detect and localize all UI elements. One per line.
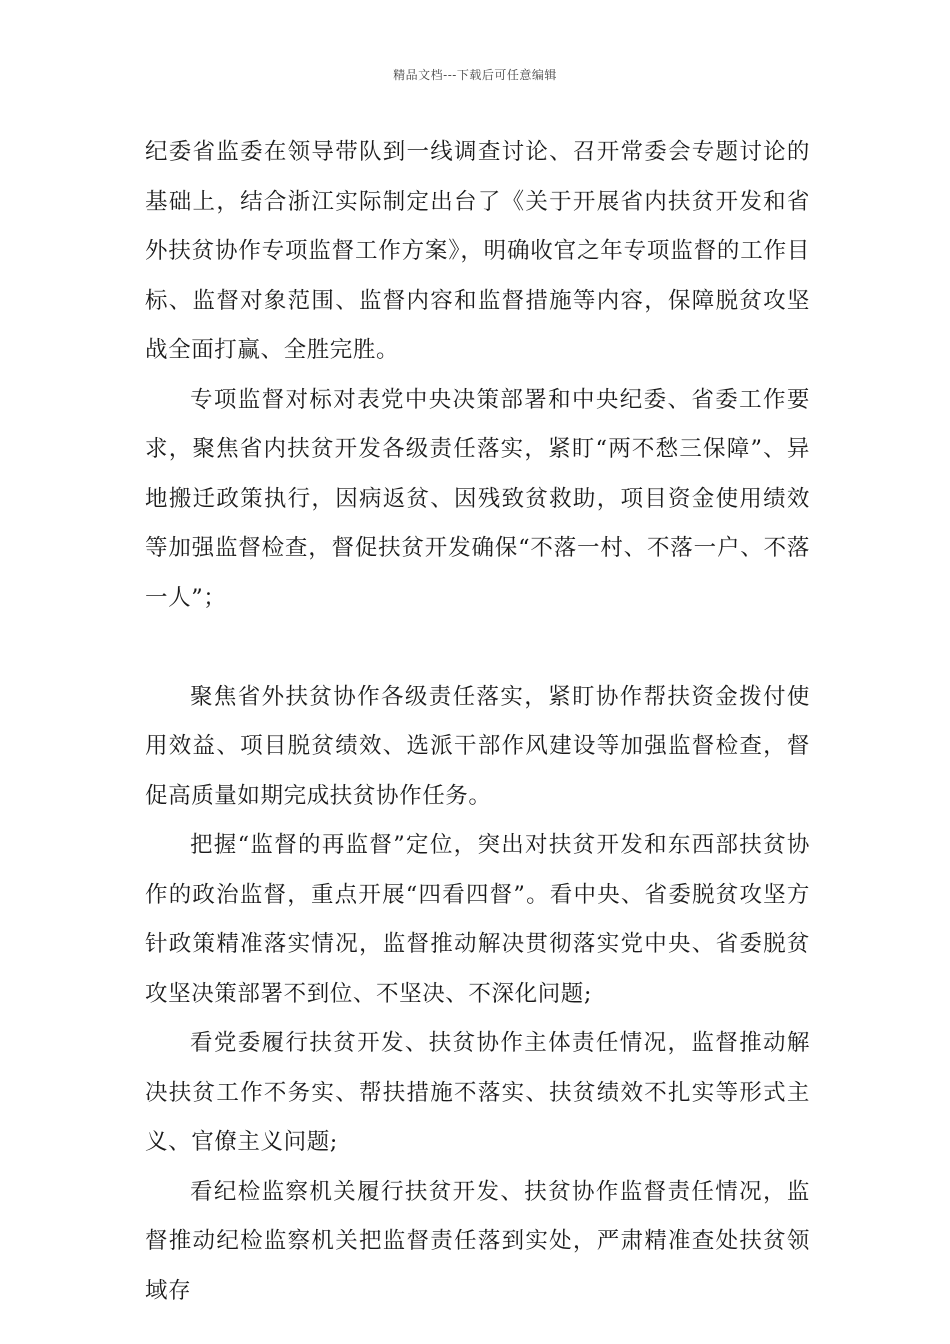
paragraph-6: 看纪检监察机关履行扶贫开发、扶贫协作监督责任情况，监督推动纪检监察机关把监督责任落到实处，严肃精准查处扶贫领域存 <box>145 1178 810 1304</box>
paragraph-spacer <box>145 623 810 673</box>
document-body <box>145 128 810 1316</box>
paragraph-4: 把握“监督的再监督”定位，突出对扶贫开发和东西部扶贫协作的政治监督，重点开展“四看四督”。看中央、省委脱贫攻坚方针政策精准落实情况，监督推动解决贯彻落实党中央、省委脱贫攻坚决策部署不到位、不坚决、不深化问题; <box>145 832 810 1007</box>
page-header: 精品文档---下载后可任意编辑 <box>393 68 557 82</box>
paragraph-2: 专项监督对标对表党中央决策部署和中央纪委、省委工作要求，聚焦省内扶贫开发各级责任落实，紧盯“两不愁三保障”、异地搬迁政策执行，因病返贫、因残致贫救助，项目资金使用绩效等加强监督检查，督促扶贫开发确保“不落一村、不落一户、不落一人”； <box>145 386 810 611</box>
paragraph-3: 聚焦省外扶贫协作各级责任落实，紧盯协作帮扶资金拨付使用效益、项目脱贫绩效、选派干部作风建设等加强监督检查，督促高质量如期完成扶贫协作任务。 <box>145 683 810 809</box>
paragraph-1: 纪委省监委在领导带队到一线调查讨论、召开常委会专题讨论的基础上，结合浙江实际制定出台了《关于开展省内扶贫开发和省外扶贫协作专项监督工作方案》，明确收官之年专项监督的工作目标、监督对象范围、监督内容和监督措施等内容，保障脱贫攻坚战全面打赢、全胜完胜。 <box>145 139 810 363</box>
paragraph-5: 看党委履行扶贫开发、扶贫协作主体责任情况，监督推动解决扶贫工作不务实、帮扶措施不落实、扶贫绩效不扎实等形式主义、官僚主义问题; <box>145 1030 810 1155</box>
